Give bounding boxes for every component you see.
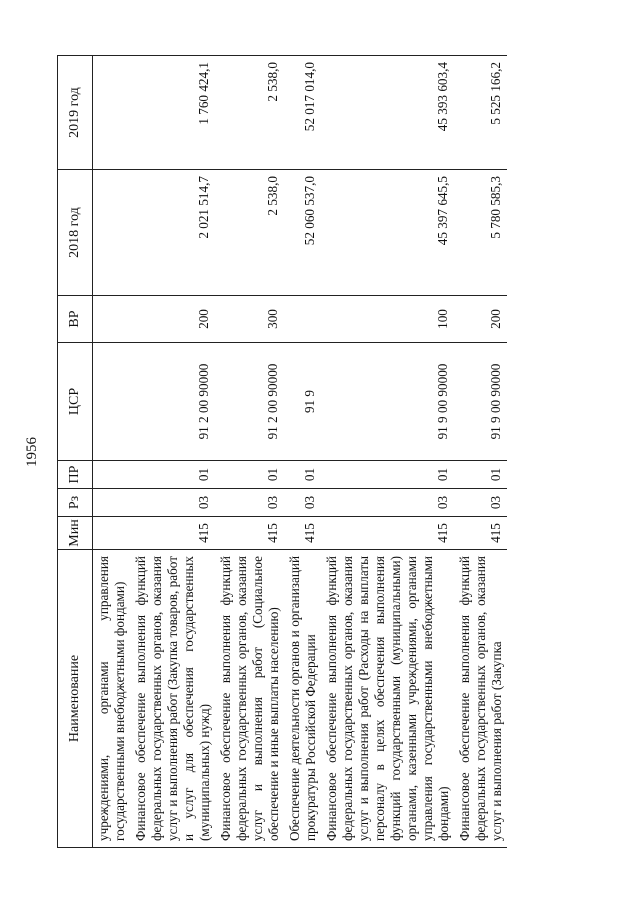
row-min: 415 <box>215 517 284 550</box>
row-2019: 1 760 424,1 <box>130 56 215 170</box>
header-min: Мин <box>58 517 93 550</box>
row-name: Финансовое обеспечение выполнения функций федеральных государственных органов, оказания услуг и выполнения работ (Закупка <box>454 550 507 848</box>
row-2019: 52 017 014,0 <box>284 56 321 170</box>
table-row <box>93 56 131 848</box>
row-rz: 03 <box>284 489 321 517</box>
header-2019: 2019 год <box>58 56 93 170</box>
row-min: 415 <box>284 517 321 550</box>
row-pr: 01 <box>284 461 321 489</box>
budget-table <box>57 55 507 848</box>
row-2019: 2 538,0 <box>215 56 284 170</box>
header-rz: Рз <box>58 489 93 517</box>
row-rz: 03 <box>215 489 284 517</box>
row-vr: 300 <box>215 296 284 343</box>
row-2018: 2 538,0 <box>215 170 284 296</box>
table-row <box>454 56 507 848</box>
table-row <box>215 56 284 848</box>
row-2019: 5 525 166,2 <box>454 56 507 170</box>
row-rz <box>93 489 131 517</box>
row-pr <box>93 461 131 489</box>
row-name: Финансовое обеспечение выполнения функций федеральных государственных органов, оказания услуг и выполнения работ (Социальное обеспечение и иные выплаты населению) <box>215 550 284 848</box>
table-row <box>130 56 215 848</box>
row-2019: 45 393 603,4 <box>321 56 454 170</box>
row-csr: 91 9 00 90000 <box>454 343 507 461</box>
row-pr: 01 <box>130 461 215 489</box>
row-csr <box>93 343 131 461</box>
row-min <box>93 517 131 550</box>
row-name: Финансовое обеспечение выполнения функций федеральных государственных органов, оказания услуг и выполнения работ (Закупка товаров, работ и услуг для обеспечения государственных (муниципальных) нужд) <box>130 550 215 848</box>
row-min: 415 <box>454 517 507 550</box>
row-rz: 03 <box>454 489 507 517</box>
header-pr: ПР <box>58 461 93 489</box>
row-2018 <box>93 170 131 296</box>
header-2018: 2018 год <box>58 170 93 296</box>
header-vr: ВР <box>58 296 93 343</box>
row-name: Финансовое обеспечение выполнения функций федеральных государственных органов, оказания услуг и выполнения работ (Расходы на выплаты персоналу в целях обеспечения выполнения функций государственными (муниципальными) органами, казенными учреждениями, органами управления государственными внебюджетными фондами) <box>321 550 454 848</box>
row-vr: 100 <box>321 296 454 343</box>
row-csr: 91 9 <box>284 343 321 461</box>
header-csr: ЦСР <box>58 343 93 461</box>
table-row <box>321 56 454 848</box>
row-vr: 200 <box>454 296 507 343</box>
row-2018: 45 397 645,5 <box>321 170 454 296</box>
page-number: 1956 <box>24 437 40 467</box>
row-2018: 52 060 537,0 <box>284 170 321 296</box>
row-vr <box>93 296 131 343</box>
row-2019 <box>93 56 131 170</box>
row-pr: 01 <box>454 461 507 489</box>
header-name: Наименование <box>58 550 93 848</box>
row-2018: 5 780 585,3 <box>454 170 507 296</box>
row-name: Обеспечение деятельности органов и организаций прокуратуры Российской Федерации <box>284 550 321 848</box>
row-vr: 200 <box>130 296 215 343</box>
row-min: 415 <box>130 517 215 550</box>
row-name: учреждениями, органами управления государственными внебюджетными фондами) <box>93 550 131 848</box>
row-csr: 91 2 00 90000 <box>215 343 284 461</box>
rotated-table-container <box>57 56 607 848</box>
row-pr: 01 <box>215 461 284 489</box>
row-rz: 03 <box>130 489 215 517</box>
row-pr: 01 <box>321 461 454 489</box>
row-min: 415 <box>321 517 454 550</box>
row-vr <box>284 296 321 343</box>
row-2018: 2 021 514,7 <box>130 170 215 296</box>
table-header-row <box>58 56 93 848</box>
row-csr: 91 2 00 90000 <box>130 343 215 461</box>
row-csr: 91 9 00 90000 <box>321 343 454 461</box>
row-rz: 03 <box>321 489 454 517</box>
table-row <box>284 56 321 848</box>
